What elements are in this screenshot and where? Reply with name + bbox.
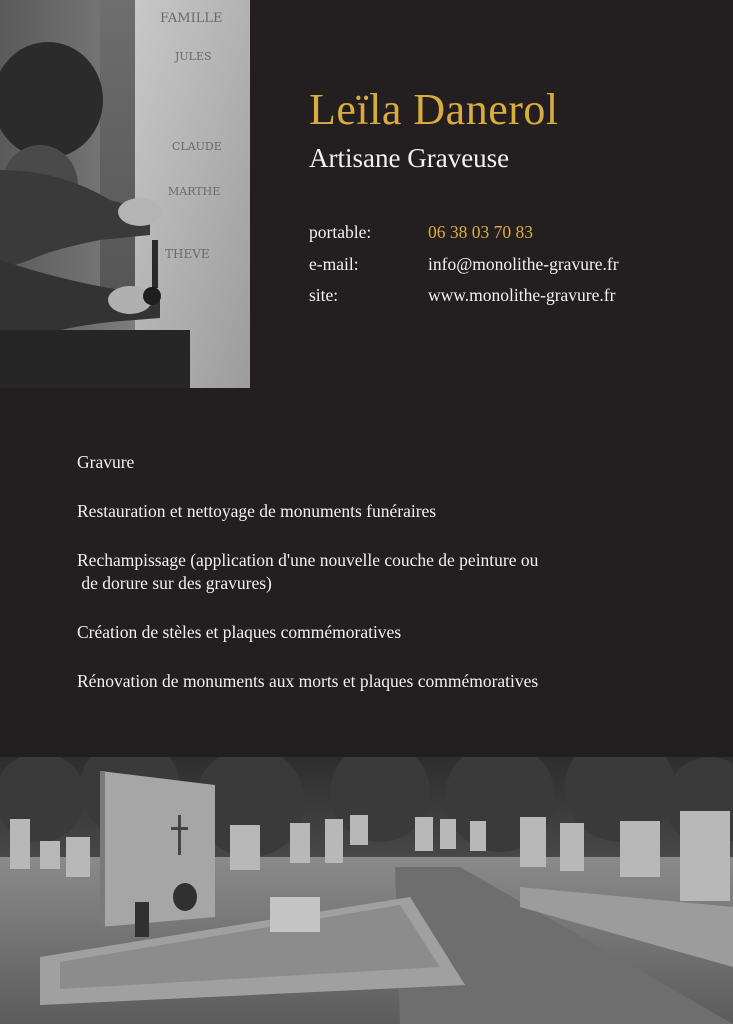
contact-block — [309, 222, 729, 317]
svg-text:JULES: JULES — [175, 50, 212, 63]
website-label: site: — [309, 285, 339, 305]
contact-row-website — [309, 285, 729, 317]
cemetery-photo — [0, 757, 733, 1024]
engraver-photo — [0, 0, 250, 388]
svg-text:THEVE: THEVE — [165, 247, 210, 261]
website-value[interactable]: www.monolithe-gravure.fr — [428, 285, 616, 305]
service-item-creation: Création de stèles et plaques commémoratives — [77, 622, 402, 642]
services-list — [77, 451, 717, 719]
service-item-restauration: Restauration et nettoyage de monuments funéraires — [77, 501, 437, 521]
contact-row-email — [309, 254, 729, 286]
email-value[interactable]: info@monolithe-gravure.fr — [428, 253, 619, 274]
service-item-renovation: Rénovation de monuments aux morts et plaques commémoratives — [77, 671, 539, 691]
email-label: e-mail: — [309, 253, 359, 274]
phone-label: portable: — [309, 222, 372, 242]
svg-text:CLAUDE: CLAUDE — [172, 140, 222, 153]
svg-text:MARTHE: MARTHE — [168, 185, 221, 198]
service-item-rechampissage: Rechampissage (application d'une nouvelle couche de peinture ou de dorure sur des gravures) — [77, 550, 539, 593]
service-item-gravure: Gravure — [77, 452, 135, 472]
contact-row-phone — [309, 222, 729, 254]
svg-text:FAMILLE: FAMILLE — [160, 11, 223, 26]
phone-value[interactable]: 06 38 03 70 83 — [428, 222, 533, 242]
artisan-name: Leïla Danerol — [309, 85, 559, 134]
artisan-title: Artisane Graveuse — [309, 143, 510, 173]
